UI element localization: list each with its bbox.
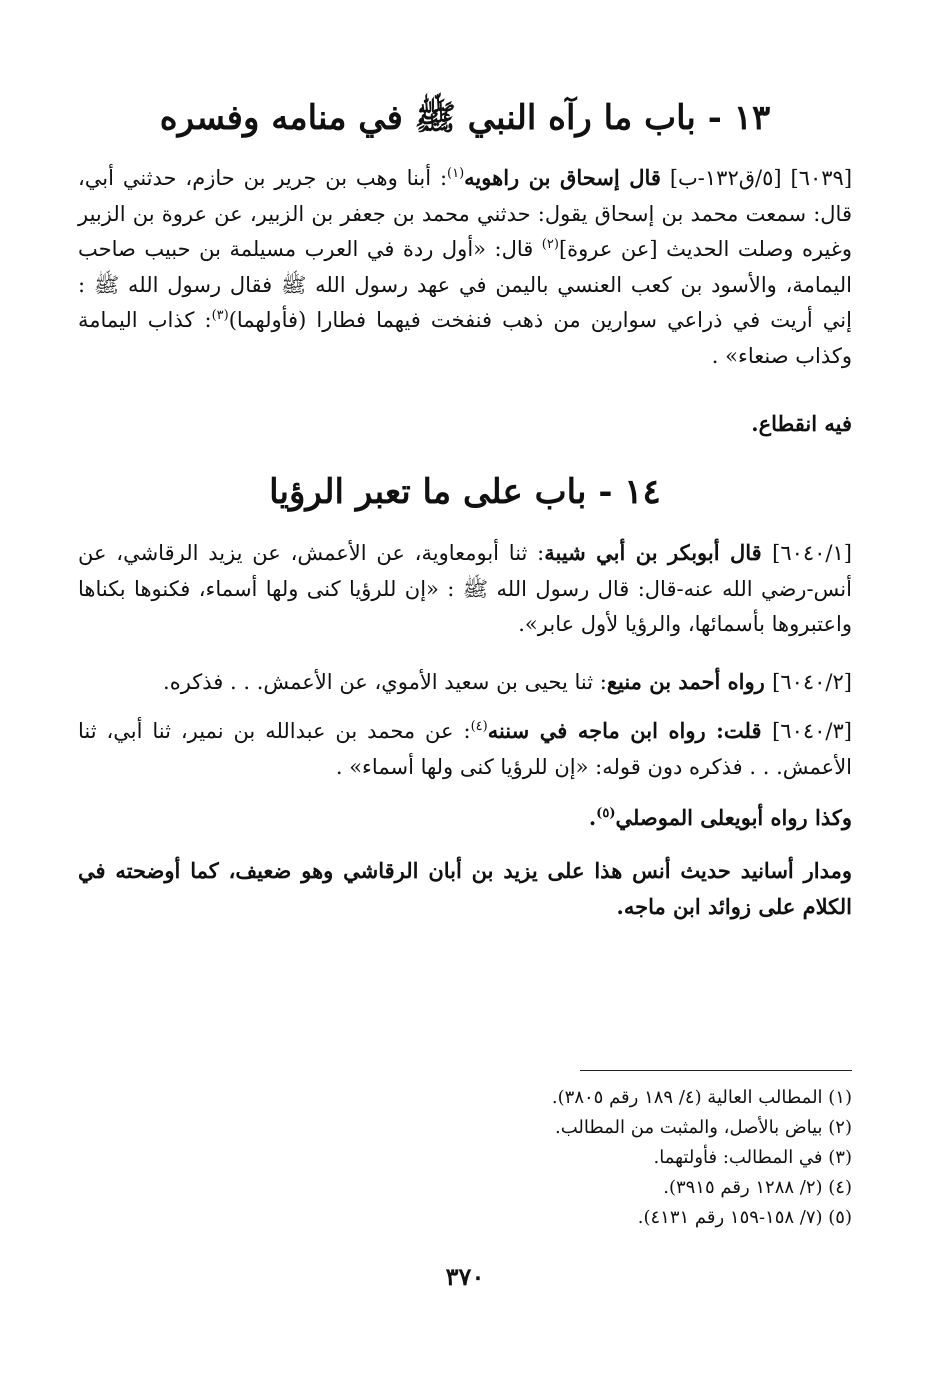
abuyala-note-end: . [588,805,597,830]
hadith-6040-1-text: : ثنا أبومعاوية، عن الأعمش، عن يزيد الرقاشي، عن أنس-رضي الله عنه-قال: قال رسول الله ﷺ : «إن للرؤيا كنى ولها أسماء، فكنوها بكناها واعتبروها بأسمائها، والرؤيا لأول عابر». [78,541,852,636]
hadith-6040-1-lead: قال أبوبكر بن أبي شيبة [544,540,773,565]
hadith-6040-3-ref: [٦٠٤٠/٣] [772,719,852,743]
hadith-6039-text-1: : أبنا وهب بن جرير بن حازم، حدثني أبي، قال: سمعت محمد بن إسحاق يقول: حدثني محمد بن جعفر بن الزبير، عن عروة بن الزبير وغيره وصلت الحديث [عن عروة] [78,166,852,261]
footnote-ref-1[interactable]: (١) [447,166,465,181]
footnote-4: (٤) (٢/ ١٢٨٨ رقم ٣٩١٥). [663,1177,852,1198]
hadith-6040-2-lead: رواه أحمد بن منيع [606,669,773,694]
final-note: ومدار أسانيد حديث أنس هذا على يزيد بن أبان الرقاشي وهو ضعيف، كما أوضحته في الكلام على زوائد ابن ماجه. [78,858,852,919]
footnote-5: (٥) (٧/ ١٥٨-١٥٩ رقم ٤١٣١). [637,1207,852,1228]
abuyala-note [78,800,852,836]
hadith-6040-2 [78,664,852,701]
footnote-ref-5[interactable]: (٥) [596,806,616,821]
footnote-1: (١) المطالب العالية (٤/ ١٨٩ رقم ٣٨٠٥). [551,1087,852,1108]
hadith-6040-3 [78,713,852,785]
footnote-2: (٢) بياض بالأصل، والمثبت من المطالب. [555,1117,852,1138]
hadith-6039-text-2: قال: «أول ردة في العرب مسيلمة بن حبيب صاحب اليمامة، والأسود بن كعب العنسي باليمن في عهد رسول الله ﷺ فقال رسول الله ﷺ : إني أريت في ذراعي سوارين من ذهب فنفخت فيهما فطارا (فأولهما) [78,237,852,332]
hadith-6040-3-lead: قلت: رواه ابن ماجه في سننه [487,718,773,743]
hadith-6039-note: فيه انقطاع. [751,411,852,436]
hadith-6040-3-text: : عن محمد بن عبدالله بن نمير، ثنا أبي، ثنا الأعمش. . . فذكره دون قوله: «إن للرؤيا كنى ولها أسماء» . [78,719,852,779]
hadith-6040-2-text: : ثنا يحيى بن سعيد الأموي، عن الأعمش. . . فذكره. [163,670,607,694]
chapter-13-title: ١٣ - باب ما رآه النبي ﷺ في منامه وفسره [159,98,771,138]
footnote-divider [580,1070,852,1071]
hadith-6040-1-ref: [٦٠٤٠/١] [772,541,852,565]
chapter-14-title: ١٤ - باب على ما تعبر الرؤيا [269,472,661,512]
hadith-6039-lead: قال إسحاق بن راهويه [464,165,661,190]
footnote-ref-3[interactable]: (٣) [211,308,229,323]
hadith-6039 [78,160,852,374]
hadith-6039-ref: [٦٠٣٩] [٥/ق١٣٢-ب] [669,166,853,190]
hadith-6039-text-3: : كذاب اليمامة وكذاب صنعاء» . [78,308,852,368]
book-page [78,0,852,1374]
footnote-3: (٣) في المطالب: فأولتهما. [653,1147,852,1168]
page-number: ٣٧٠ [445,1262,485,1291]
hadith-6040-1 [78,535,852,643]
footnotes [78,1083,852,1233]
footnote-ref-4[interactable]: (٤) [470,719,488,734]
abuyala-note-text: وكذا رواه أبويعلى الموصلي [615,805,852,830]
hadith-6040-2-ref: [٦٠٤٠/٢] [772,670,852,694]
footnote-ref-2[interactable]: (٢) [541,237,559,252]
